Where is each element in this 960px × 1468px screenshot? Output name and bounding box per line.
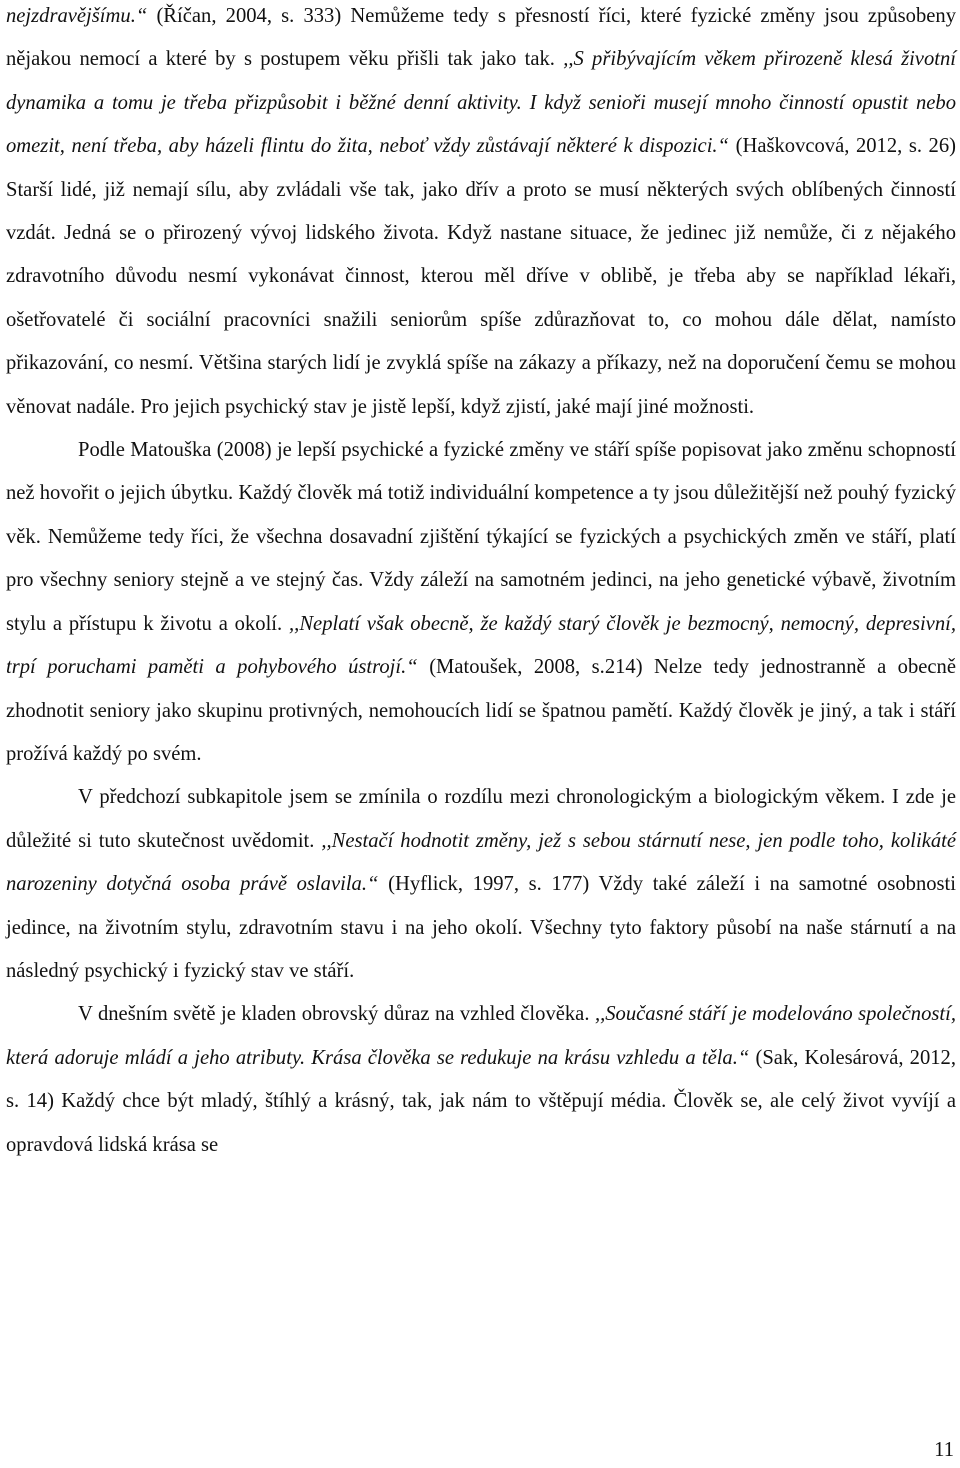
paragraph-text: V dnešním světě je kladen obrovský důraz na vzhled člověka. (78, 1003, 595, 1026)
paragraph-appearance (6, 993, 956, 1167)
paragraph-aging-activities (6, 0, 956, 429)
paragraph-text: (Říčan, 2004, s. 333) Nemůžeme tedy s přesností říci, které fyzické změny jsou způsobeny nějakou nemocí a které by s postupem věku přišli tak jako tak. (6, 5, 956, 71)
citation-quote: ,,Současné stáří je modelováno společností, která adoruje mládí a jeho atributy. Krása člověka se redukuje na krásu vzhledu a těla.“ (6, 1003, 956, 1069)
paragraph-matousek (6, 429, 956, 776)
citation-quote: ,,Neplatí však obecně, že každý starý člověk je bezmocný, nemocný, depresivní, trpí poruchami paměti a pohybového ústrojí.“ (6, 612, 956, 679)
paragraph-text: V předchozí subkapitole jsem se zmínila o rozdílu mezi chronologickým a biologickým věkem. I zde je důležité si tuto skutečnost uvědomit. (6, 786, 956, 852)
citation-quote-end: nejzdravějšímu.“ (6, 5, 148, 27)
citation-quote: ,,S přibývajícím věkem přirozeně klesá životní dynamika a tomu je třeba přizpůsobit i běžné denní aktivity. I když senioři musejí mnoho činností opustit nebo omezit, není třeba, aby házeli flintu do žita, neboť vždy zůstávají některé k dispozici.“ (6, 48, 956, 158)
paragraph-text: Podle Matouška (2008) je lepší psychické a fyzické změny ve stáří spíše popisovat jako změnu schopností než hovořit o jejich úbytku. Každý člověk má totiž individuální kompetence a ty jsou důležitější než pouhý fyzický věk. Nemůžeme tedy říci, že všechna dosavadní zjištění týkající se fyzických a psychických změn ve stáří, platí pro všechny seniory stejně a ve stejný čas. Vždy záleží na samotném jedinci, na jeho genetické výbavě, životním stylu a přístupu k životu a okolí. (6, 439, 956, 635)
page-number: 11 (934, 1439, 954, 1461)
paragraph-text: (Matoušek, 2008, s.214) Nelze tedy jednostranně a obecně zhodnotit seniory jako skupinu protivných, nemohoucích lidí se špatnou pamětí. Každý člověk je jiný, a tak i stáří prožívá každý po svém. (6, 656, 956, 765)
paragraph-chronological-age (6, 776, 956, 993)
paragraph-text: (Sak, Kolesárová, 2012, s. 14) Každý chce být mladý, štíhlý a krásný, tak, jak nám to vštěpují média. Člověk se, ale celý život vyvíjí a opravdová lidská krása se (6, 1046, 956, 1156)
paragraph-text: (Haškovcová, 2012, s. 26) Starší lidé, již nemají sílu, aby zvládali vše tak, jako dřív a proto se musí některých svých oblíbených činností vzdát. Jedná se o přirozený vývoj lidského života. Když nastane situace, že jedinec již nemůže, či z nějakého zdravotního důvodu nesmí vykonávat činnost, kterou měl dříve v oblibě, je třeba aby se například lékaři, ošetřovatelé či sociální pracovníci snažili seniorům spíše zdůrazňovat to, co mohou dále dělat, namísto přikazování, co nesmí. Většina starých lidí je zvyklá spíše na zákazy a příkazy, než na doporučení čemu se mohou věnovat nadále. Pro jejich psychický stav je jistě lepší, když zjistí, jaké mají jiné možnosti. (6, 135, 957, 418)
paragraph-text: (Hyflick, 1997, s. 177) Vždy také záleží i na samotné osobnosti jedince, na životním stylu, zdravotním stavu i na jeho okolí. Všechny tyto faktory působí na naše stárnutí a na následný psychický i fyzický stav ve stáří. (6, 873, 957, 982)
document-page (6, 0, 956, 1167)
citation-quote: ,,Nestačí hodnotit změny, jež s sebou stárnutí nese, jen podle toho, kolikáté narozeniny dotyčná osoba právě oslavila.“ (6, 829, 956, 896)
